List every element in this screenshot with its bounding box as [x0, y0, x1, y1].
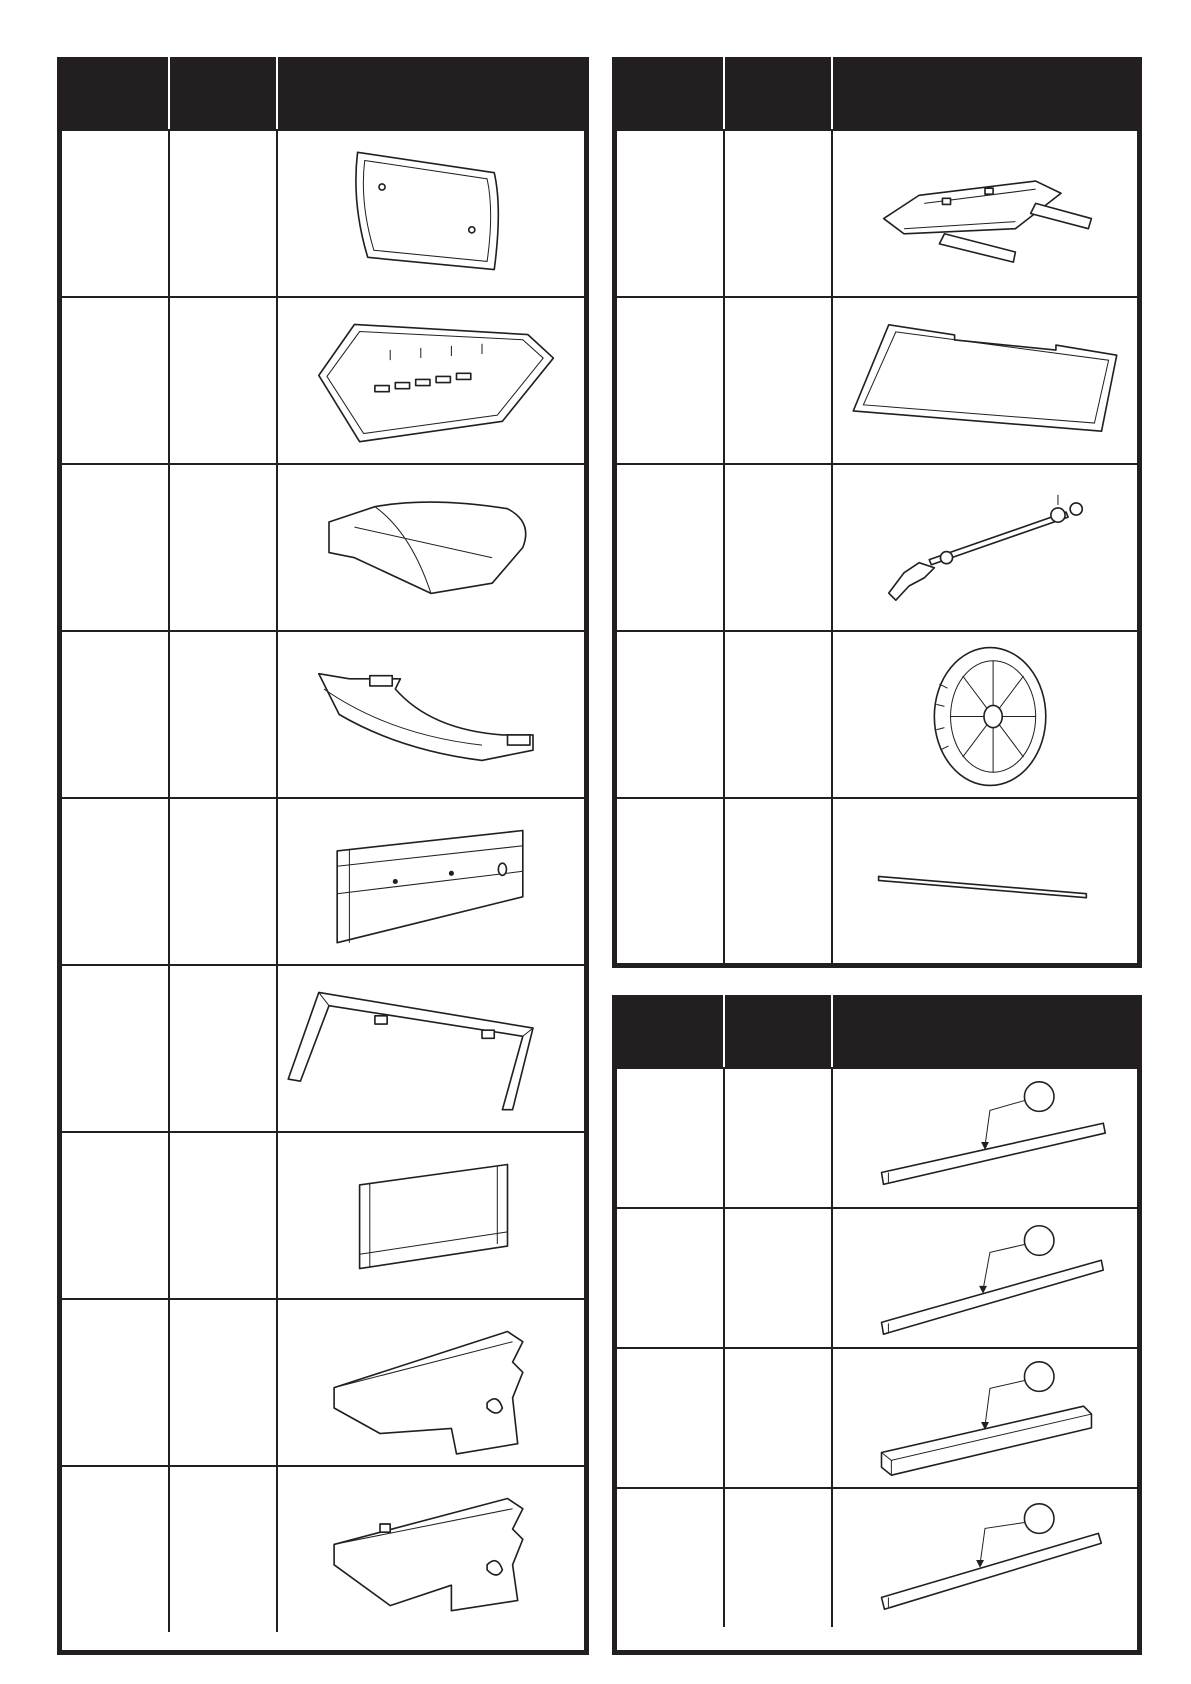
part-number-cell — [62, 1133, 170, 1298]
wheel-icon — [833, 632, 1137, 797]
table-row — [62, 1298, 584, 1465]
part-quantity-cell — [725, 632, 833, 797]
leg-rail-c-icon — [833, 1349, 1137, 1487]
part-number-cell — [62, 799, 170, 964]
header-col-picture — [278, 57, 584, 129]
table-row — [62, 296, 584, 463]
part-quantity-cell — [170, 799, 278, 964]
part-quantity-cell — [725, 1069, 833, 1207]
part-number-cell — [62, 298, 170, 463]
parts-table-right-bottom — [612, 995, 1142, 1655]
part-quantity-cell — [725, 1349, 833, 1487]
callout-circle — [1024, 1082, 1054, 1112]
burner-assembly-icon — [833, 131, 1137, 296]
table-header — [617, 995, 1137, 1067]
part-number-cell — [62, 131, 170, 296]
part-quantity-cell — [170, 1300, 278, 1465]
table-row — [62, 463, 584, 630]
part-number-cell — [617, 465, 725, 630]
table-row — [617, 1207, 1137, 1347]
leg-rail-a-icon — [833, 1069, 1137, 1207]
parts-table-left — [57, 57, 589, 1655]
part-quantity-cell — [725, 465, 833, 630]
part-quantity-cell — [725, 298, 833, 463]
table-row — [62, 1465, 584, 1632]
leg-rail-d-icon — [833, 1489, 1137, 1627]
parts-table-right-top — [612, 57, 1142, 968]
table-row — [617, 296, 1137, 463]
part-quantity-cell — [170, 1467, 278, 1632]
header-col-number — [617, 995, 725, 1067]
axle-rod-icon — [833, 799, 1137, 964]
part-quantity-cell — [170, 1133, 278, 1298]
lid-window-panel-icon — [278, 131, 584, 296]
table-row — [617, 630, 1137, 797]
part-number-cell — [617, 1489, 725, 1627]
table-row — [617, 129, 1137, 296]
part-number-cell — [62, 1300, 170, 1465]
callout-circle — [1024, 1504, 1054, 1534]
lid-hood-icon — [278, 465, 584, 630]
part-quantity-cell — [725, 131, 833, 296]
part-number-cell — [62, 966, 170, 1131]
gas-manifold-icon — [833, 465, 1137, 630]
header-col-quantity — [725, 57, 833, 129]
table-row — [62, 129, 584, 296]
side-shelf-right-icon — [278, 1467, 584, 1632]
table-row — [617, 463, 1137, 630]
part-number-cell — [62, 465, 170, 630]
side-shelf-left-icon — [278, 1300, 584, 1465]
u-frame-bracket-icon — [278, 966, 584, 1131]
callout-circle — [1024, 1226, 1054, 1256]
header-col-quantity — [170, 57, 278, 129]
back-panel-icon — [278, 1133, 584, 1298]
part-number-cell — [62, 632, 170, 797]
part-quantity-cell — [170, 632, 278, 797]
part-quantity-cell — [170, 465, 278, 630]
part-number-cell — [617, 1209, 725, 1347]
drip-tray-icon — [833, 298, 1137, 463]
part-number-cell — [617, 298, 725, 463]
part-quantity-cell — [170, 131, 278, 296]
table-row — [62, 797, 584, 964]
part-number-cell — [617, 131, 725, 296]
table-row — [617, 797, 1137, 964]
part-quantity-cell — [725, 1209, 833, 1347]
part-number-cell — [617, 1349, 725, 1487]
callout-circle — [1024, 1362, 1054, 1392]
part-number-cell — [617, 1069, 725, 1207]
curved-front-rail-icon — [278, 632, 584, 797]
table-header — [617, 57, 1137, 129]
part-quantity-cell — [725, 1489, 833, 1627]
part-quantity-cell — [170, 298, 278, 463]
table-row — [617, 1487, 1137, 1627]
front-panel-icon — [278, 799, 584, 964]
header-col-number — [62, 57, 170, 129]
part-number-cell — [617, 799, 725, 964]
table-row — [617, 1347, 1137, 1487]
part-quantity-cell — [170, 966, 278, 1131]
header-col-number — [617, 57, 725, 129]
table-row — [617, 1067, 1137, 1207]
header-col-picture — [833, 57, 1137, 129]
part-number-cell — [617, 632, 725, 797]
table-row — [62, 964, 584, 1131]
table-row — [62, 630, 584, 797]
part-quantity-cell — [725, 799, 833, 964]
firebox-tray-icon — [278, 298, 584, 463]
table-row — [62, 1131, 584, 1298]
header-col-quantity — [725, 995, 833, 1067]
header-col-picture — [833, 995, 1137, 1067]
part-number-cell — [62, 1467, 170, 1632]
table-header — [62, 57, 584, 129]
leg-rail-b-icon — [833, 1209, 1137, 1347]
